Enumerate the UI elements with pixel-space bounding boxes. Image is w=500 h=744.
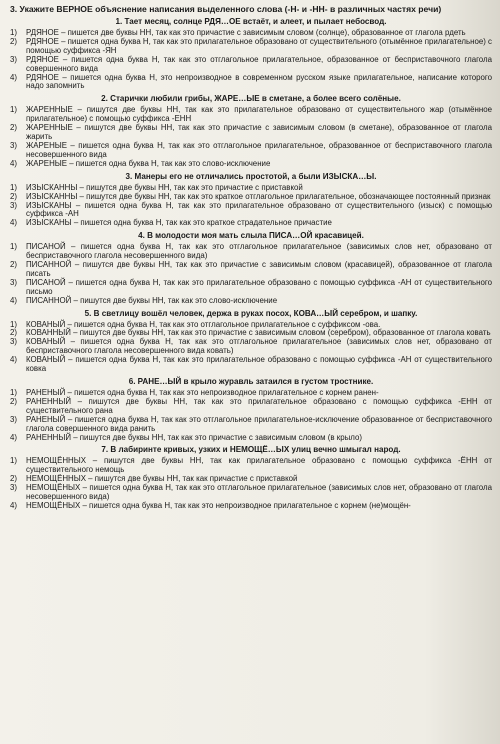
answer-number: 4) [10,432,18,442]
answer-number: 3) [10,200,18,210]
question-title: 5. В светлицу вошёл человек, держа в руках посох, КОВА…ЫЙ серебром, и шапку. [84,308,418,318]
answer-text: РАНЕНЫЙ – пишется одна буква Н, так как это отглагольное прилагательное-исключение образованное от бесприставочного глагола совершенного вида ранить [26,414,492,433]
answer-number: 4) [10,355,18,365]
question-block [10,445,492,510]
answer-text: РДЯНОЕ – пишется одна буква Н, это непроизводное в современном русском языке прилагательное, написание которого надо запомнить [26,72,492,91]
answer-option [10,457,492,475]
answer-text: КОВАНЫЙ – пишется одна буква Н, так как это прилагательное образовано с помощью суффикса -АН от существительного ковка [26,355,492,374]
answer-option [10,160,492,169]
answer-option [10,398,492,416]
questions-list [10,17,492,511]
answer-text: ИЗЫСКАНЫ – пишется одна буква Н, так как это прилагательное образовано от существительного (изыск) с помощью суффикса -АН [26,200,492,219]
answer-text: РДЯНОЕ – пишется одна буква Н, так как это отглагольное прилагательное, образованное от бесприставочного глагола совершенного вида [26,54,492,73]
question-block [10,17,492,91]
answer-text: НЕМОЩЁНЫХ – пишется одна буква Н, так как это непроизводное прилагательное с корнем (не)мощён- [26,500,411,510]
question-block [10,231,492,305]
answer-text: КОВАНЫЙ – пишется одна буква Н, так как это отглагольное прилагательное с суффиксом -ова. [26,319,381,329]
answer-text: ЖАРЕННЫЕ – пишутся две буквы НН, так как это прилагательное образовано от существительного жар (отымённое прилагательное) с помощью суффикса -ЕНН [26,105,492,124]
answer-text: НЕМОЩЁННЫХ – пишутся две буквы НН, так как причастие с приставкой [26,474,298,484]
answer-text: ПИСАНОЙ – пишется одна буква Н, так как это прилагательное образовано с помощью суффикса -АН от существительного письмо [26,277,492,296]
question-title: 1. Тает месяц, солнце РДЯ…ОЕ встаёт, и алеет, и пылает небосвод. [115,17,387,26]
answer-option [10,202,492,220]
question-title: 4. В молодости моя мать слыла ПИСА…ОЙ красавицей. [138,231,364,241]
answer-text: ИЗЫСКАННЫ – пишутся две буквы НН, так как это краткое отглагольное прилагательное, обозначающее постоянный признак [26,191,491,201]
answer-option [10,56,492,74]
question-title: 6. РАНЕ…ЫЙ в крыло журавль затаился в густом тростнике. [128,377,374,386]
answer-option [10,243,492,261]
answer-text: ЖАРЕННЫЕ – пишутся две буквы НН, так как это причастие с зависимым словом (в сметане), образованное от глагола жарить [26,123,492,142]
answer-text: РДЯНОЕ – пишется две буквы НН, так как это причастие с зависимым словом (солнце), образованное от глагола рдеть [26,28,466,37]
answer-text: НЕМОЩЁНЫХ – пишется одна буква Н, так как это отглагольное прилагательное (зависимых слов нет, образовано от глагола несовершенного вида) [26,483,492,502]
question-block [10,309,492,374]
answer-option [10,279,492,297]
answer-option [10,74,492,92]
answer-number: 2) [10,328,18,338]
answer-option [10,338,492,356]
answer-text: РДЯНОЕ – пишется одна буква Н, так как это прилагательное образовано от существительного (отымённое прилагательное) с помощью суффикса -ЯН [26,36,492,55]
answer-number: 3) [10,337,18,347]
question-block [10,94,492,168]
answer-number: 3) [10,277,18,287]
answer-number: 1) [10,319,18,329]
answer-number: 2) [10,260,18,270]
answer-text: КОВАНЫЙ – пишется одна буква Н, так как это отглагольное прилагательное (зависимых слов нет, образовано от бесприставочного глагола несовершенного вида ковать) [26,337,492,356]
answer-option [10,297,492,306]
answer-number: 4) [10,72,18,82]
answer-number: 4) [10,218,18,228]
answer-number: 4) [10,158,18,168]
answer-option [10,219,492,228]
answer-text: ИЗЫСКАНЫ – пишется одна буква Н, так как это краткое страдательное причастие [26,218,332,228]
answer-number: 3) [10,140,18,150]
question-block [10,377,492,442]
answer-number: 2) [10,123,18,133]
answer-number: 3) [10,54,18,64]
answer-option [10,124,492,142]
answer-number: 1) [10,105,18,115]
answer-number: 2) [10,474,18,484]
answer-number: 3) [10,483,18,493]
answer-text: КОВАННЫЙ – пишутся две буквы НН, так как это причастие с зависимым словом (серебром), образованное от глагола ковать [26,328,491,338]
answer-number: 2) [10,36,18,46]
answer-text: ИЗЫСКАННЫ – пишутся две буквы НН, так как это причастие с приставкой [26,182,303,192]
question-block [10,172,492,229]
answer-text: РАНЕННЫЙ – пишутся две буквы НН, так как это прилагательное образовано с помощью суффикса -ЕНН от существительного рана [26,396,492,415]
answer-number: 1) [10,28,18,37]
answer-option [10,142,492,160]
answer-number: 3) [10,414,18,424]
question-title: 7. В лабиринте кривых, узких и НЕМОЩЁ…ЫХ улиц вечно шмыгал народ. [101,445,401,455]
answer-option [10,38,492,56]
answer-number: 2) [10,191,18,201]
answer-option [10,434,492,443]
question-title: 3. Манеры его не отличались простотой, а были ИЗЫСКА…Ы. [125,171,377,181]
answer-number: 4) [10,295,18,305]
answer-text: НЕМОЩЁННЫХ – пишутся две буквы НН, так как прилагательное образовано с помощью суффикса -ЁНН от существительного немощь [26,456,492,475]
answer-text: ПИСАНОЙ – пишется одна буква Н, так как это отглагольное прилагательное (зависимых слов нет, образовано от бесприставочного глагола несовершенного вида) [26,242,492,261]
answer-text: ЖАРЕНЫЕ – пишется одна буква Н, так как это слово-исключение [26,158,271,168]
answer-number: 1) [10,182,18,192]
answer-number: 2) [10,396,18,406]
answer-number: 1) [10,456,18,466]
answer-number: 4) [10,500,18,510]
answer-text: ЖАРЕНЫЕ – пишется одна буква Н, так как это отглагольное прилагательное, образованное от бесприставочного глагола несовершенного вида [26,140,492,159]
answer-option [10,502,492,511]
exercise-title: 3. Укажите ВЕРНОЕ объяснение написания выделенного слова (-Н- и -НН- в различных частях речи) [10,4,442,14]
answer-text: ПИСАННОЙ – пишутся две буквы НН, так как это слово-исключение [26,295,278,305]
answer-option [10,416,492,434]
answer-option [10,261,492,279]
question-title: 2. Старички любили грибы, ЖАРЕ…ЫЕ в сметане, а более всего солёные. [101,94,401,104]
answer-option [10,106,492,124]
answer-text: РАНЕНЫЙ – пишется одна буква Н, так как это непроизводное прилагательное с корнем ранен- [26,388,379,397]
answer-text: ПИСАННОЙ – пишутся две буквы НН, так как это причастие с зависимым словом (красавицей), образованное от глагола писать [26,260,492,278]
answer-number: 1) [10,242,18,252]
answer-option [10,356,492,374]
answer-number: 1) [10,388,18,397]
answer-text: РАНЕННЫЙ – пишутся две буквы НН, так как это причастие с зависимым словом (в крыло) [26,432,363,442]
answer-option [10,484,492,502]
